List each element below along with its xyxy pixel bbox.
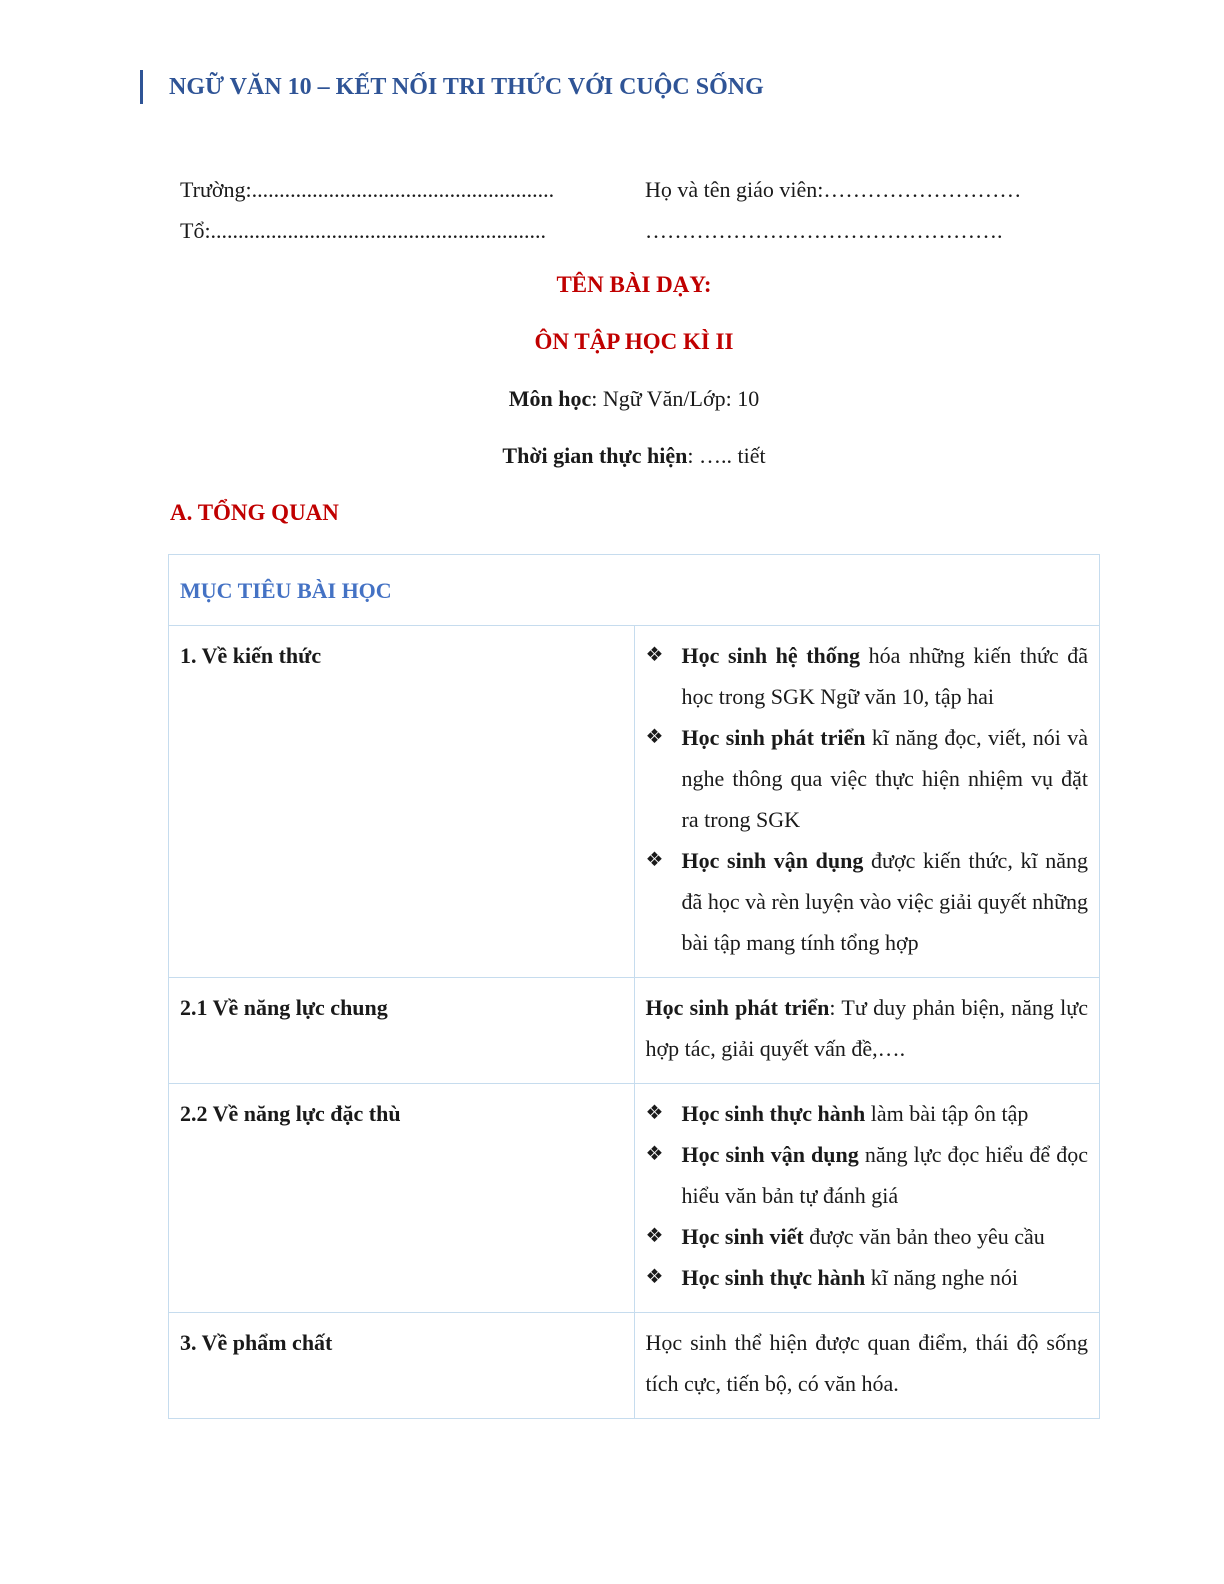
diamond-bullet-icon: ❖ xyxy=(645,1102,664,1124)
item-bold: Học sinh thực hành xyxy=(681,1265,866,1290)
list-item xyxy=(646,1216,1089,1257)
objectives-table xyxy=(168,554,1100,1419)
time-line xyxy=(0,441,1224,471)
list-item xyxy=(646,717,1089,840)
table-heading: MỤC TIÊU BÀI HỌC xyxy=(169,555,1100,626)
item-text: năng lực đọc hiểu để đọc hiểu văn bản tự đánh giá xyxy=(681,1142,1088,1208)
item-text: kĩ năng nghe nói xyxy=(865,1265,1019,1290)
item-text: làm bài tập ôn tập xyxy=(865,1101,1029,1126)
item-bold: Học sinh phát triển xyxy=(645,995,830,1020)
item-text: được kiến thức, kĩ năng đã học và rèn luyện vào việc giải quyết những bài tập mang tính tổng hợp xyxy=(681,848,1088,955)
bullet-list xyxy=(646,635,1089,963)
table-row xyxy=(169,1084,1100,1313)
item-text: : Tư duy phản biện, năng lực hợp tác, giải quyết vấn đề,…. xyxy=(645,995,1088,1061)
row-label: 1. Về kiến thức xyxy=(169,626,635,978)
item-text: kĩ năng đọc, viết, nói và nghe thông qua việc thực hiện nhiệm vụ đặt ra trong SGK xyxy=(681,725,1088,832)
diamond-bullet-icon: ❖ xyxy=(645,1266,664,1288)
diamond-bullet-icon: ❖ xyxy=(645,644,664,666)
item-bold: Học sinh vận dụng xyxy=(681,848,864,873)
diamond-bullet-icon: ❖ xyxy=(645,1225,664,1247)
table-row xyxy=(169,626,1100,978)
subject-label: Môn học xyxy=(508,386,592,411)
row-content: Học sinh thể hiện được quan điểm, thái độ sống tích cực, tiến bộ, có văn hóa. xyxy=(634,1313,1100,1419)
item-text: được văn bản theo yêu cầu xyxy=(803,1224,1045,1249)
document-header: NGỮ VĂN 10 – KẾT NỐI TRI THỨC VỚI CUỘC SỐNG xyxy=(140,70,764,104)
item-bold: Học sinh vận dụng xyxy=(681,1142,859,1167)
row-content xyxy=(634,1084,1100,1313)
row-label: 2.1 Về năng lực chung xyxy=(169,978,635,1084)
list-item xyxy=(646,1134,1089,1216)
bullet-list xyxy=(646,1093,1089,1298)
diamond-bullet-icon: ❖ xyxy=(645,726,664,748)
teacher-field: Họ và tên giáo viên:……………………… xyxy=(645,177,1022,202)
row-content xyxy=(634,978,1100,1084)
item-bold: Học sinh viết xyxy=(681,1224,804,1249)
subject-value: : Ngữ Văn/Lớp: 10 xyxy=(591,386,760,411)
time-value: : ….. tiết xyxy=(687,443,766,468)
row-content xyxy=(634,626,1100,978)
diamond-bullet-icon: ❖ xyxy=(645,1143,664,1165)
table-row xyxy=(169,978,1100,1084)
list-item xyxy=(646,635,1089,717)
item-bold: Học sinh hệ thống xyxy=(681,643,861,668)
list-item xyxy=(646,1093,1089,1134)
section-title: A. TỔNG QUAN xyxy=(170,500,339,525)
item-bold: Học sinh thực hành xyxy=(681,1101,866,1126)
teacher-field-continuation: …………………………………………. xyxy=(645,218,1003,243)
list-item xyxy=(646,1257,1089,1298)
school-field: Trường:....................................................... xyxy=(180,177,555,202)
row-label: 3. Về phẩm chất xyxy=(169,1313,635,1419)
item-text: hóa những kiến thức đã học trong SGK Ngữ văn 10, tập hai xyxy=(681,643,1088,709)
item-bold: Học sinh phát triển xyxy=(681,725,866,750)
row-label: 2.2 Về năng lực đặc thù xyxy=(169,1084,635,1313)
lesson-label: TÊN BÀI DẠY: xyxy=(556,272,712,297)
list-item xyxy=(646,840,1089,963)
diamond-bullet-icon: ❖ xyxy=(645,849,664,871)
table-heading-row xyxy=(169,555,1100,626)
time-label: Thời gian thực hiện xyxy=(502,443,688,468)
lesson-name: ÔN TẬP HỌC KÌ II xyxy=(534,329,734,354)
team-field: Tổ:............................................................. xyxy=(180,218,547,243)
table-row xyxy=(169,1313,1100,1419)
subject-line xyxy=(0,384,1224,414)
